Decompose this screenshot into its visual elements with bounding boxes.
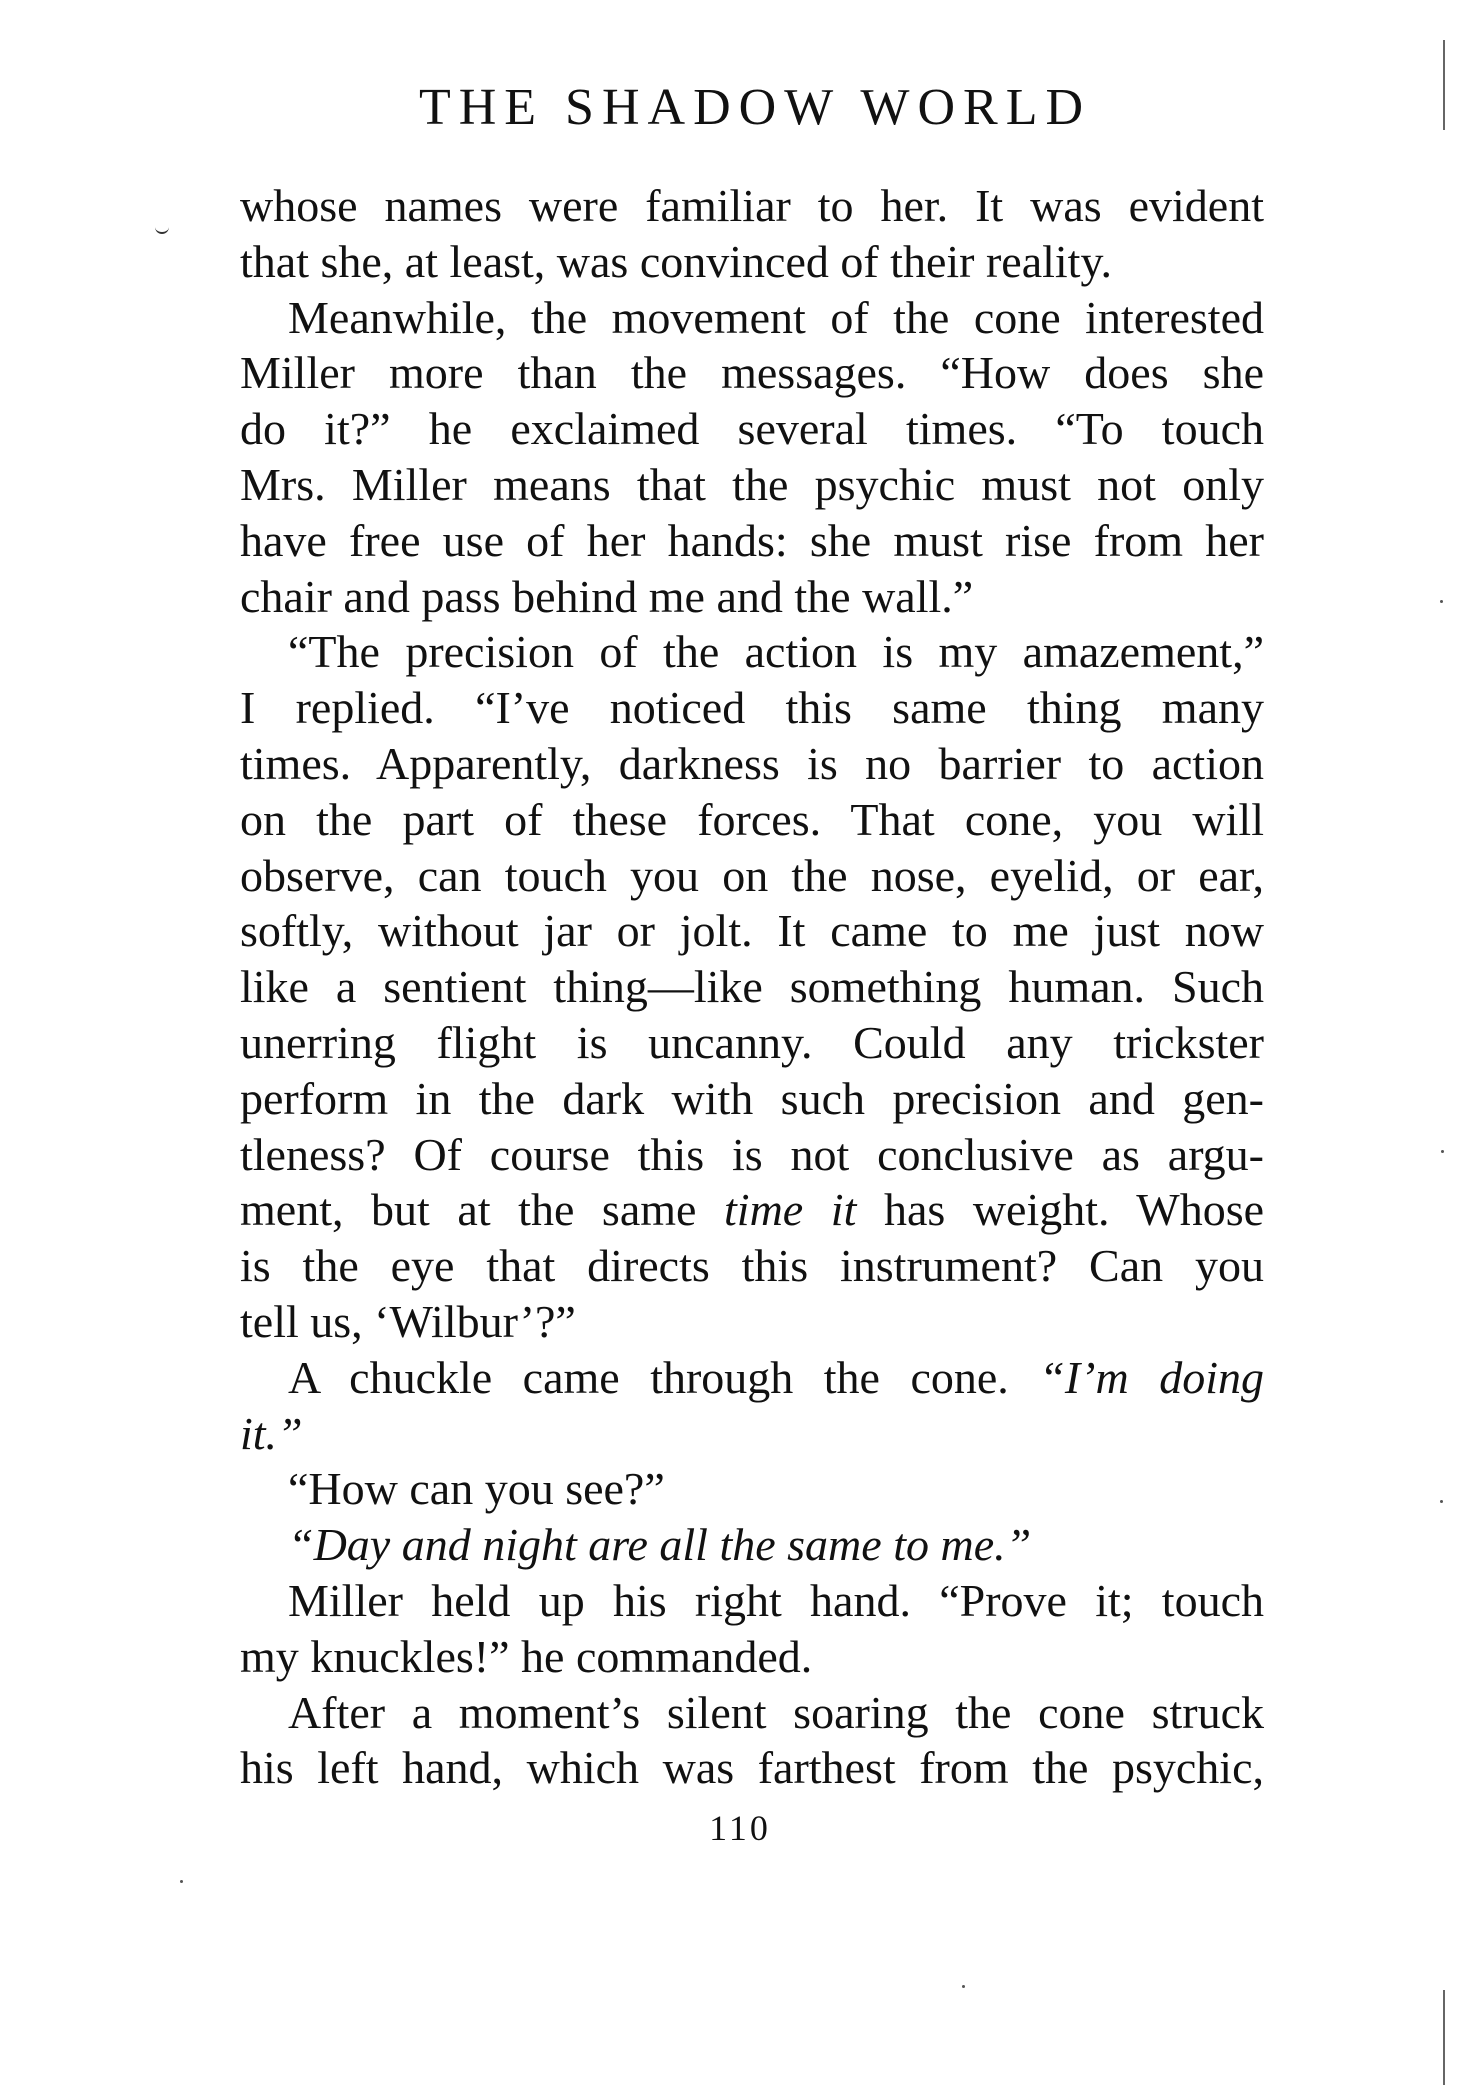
scan-speck <box>180 1880 183 1883</box>
text-line <box>240 903 1264 959</box>
italic-text: time it <box>724 1184 857 1236</box>
running-header: THE SHADOW WORLD <box>418 79 1092 136</box>
text-line <box>240 1015 1264 1071</box>
text-line <box>240 1238 1264 1294</box>
page-edge-shadow-bottom <box>1443 1990 1445 2085</box>
text-line <box>240 959 1264 1015</box>
text-segment: Meanwhile, the movement of the cone interested <box>288 291 1264 343</box>
text-line <box>240 234 1264 290</box>
text-line <box>240 1573 1264 1629</box>
text-line <box>240 513 1264 569</box>
text-segment: Mrs. Miller means that the psychic must not only <box>240 458 1264 510</box>
page-number: 110 <box>709 1808 771 1848</box>
text-segment: tell us, ‘Wilbur’?” <box>240 1295 576 1347</box>
text-line <box>240 680 1264 736</box>
text-line <box>240 1740 1264 1796</box>
scan-speck <box>1440 1500 1443 1503</box>
text-line <box>240 792 1264 848</box>
text-segment: like a sentient thing—like something human. Such <box>240 961 1264 1013</box>
text-line <box>240 457 1264 513</box>
body-text <box>240 178 1264 1796</box>
page-edge-shadow <box>1443 40 1445 130</box>
text-segment: perform in the dark with such precision and gen- <box>240 1072 1264 1124</box>
italic-text: it.” <box>240 1407 303 1459</box>
text-segment: observe, can touch you on the nose, eyelid, or ear, <box>240 849 1264 901</box>
text-segment: whose names were familiar to her. It was evident <box>240 180 1264 231</box>
text-line <box>240 1629 1264 1685</box>
text-segment: is the eye that directs this instrument? Can you <box>240 1240 1264 1292</box>
text-segment: have free use of her hands: she must rise from her <box>240 514 1264 566</box>
text-line <box>240 624 1264 680</box>
text-segment: has weight. Whose <box>856 1184 1265 1236</box>
text-segment: A chuckle came through the cone. <box>288 1351 1040 1403</box>
text-segment: that she, at least, was convinced of their reality. <box>240 235 1112 287</box>
text-segment: “The precision of the action is my amazement,” <box>288 626 1264 678</box>
text-line <box>240 1461 1264 1517</box>
text-segment: softly, without jar or jolt. It came to me just now <box>240 905 1264 957</box>
text-line <box>240 1294 1264 1350</box>
text-segment: on the part of these forces. That cone, you will <box>240 793 1264 845</box>
text-line <box>240 345 1264 401</box>
scan-speck <box>1440 600 1443 603</box>
text-line <box>240 1517 1264 1573</box>
text-line <box>240 1071 1264 1127</box>
text-line <box>240 1350 1264 1406</box>
text-segment: I replied. “I’ve noticed this same thing many <box>240 682 1264 734</box>
text-segment: Miller more than the messages. “How does she <box>240 347 1264 399</box>
italic-text: “Day and night are all the same to me.” <box>288 1519 1032 1571</box>
text-line <box>240 736 1264 792</box>
text-segment: do it?” he exclaimed several times. “To touch <box>240 403 1264 455</box>
text-segment: his left hand, which was farthest from the psychic, <box>240 1742 1264 1794</box>
text-segment: times. Apparently, darkness is no barrier to action <box>240 737 1264 789</box>
text-segment: After a moment’s silent soaring the cone struck <box>288 1686 1264 1738</box>
text-line <box>240 178 1264 234</box>
text-line <box>240 848 1264 904</box>
text-line <box>240 1685 1264 1741</box>
text-line <box>240 1406 1264 1462</box>
text-segment: ment, but at the same <box>240 1184 725 1236</box>
text-segment: unerring flight is uncanny. Could any trickster <box>240 1016 1264 1068</box>
text-segment: “How can you see?” <box>288 1463 665 1515</box>
text-segment: tleness? Of course this is not conclusive as argu- <box>240 1128 1264 1180</box>
scan-speck <box>962 1985 965 1988</box>
text-segment: Miller held up his right hand. “Prove it; touch <box>288 1574 1264 1626</box>
text-segment: chair and pass behind me and the wall.” <box>240 570 974 622</box>
text-segment: my knuckles!” he commanded. <box>240 1630 813 1682</box>
margin-pencil-mark <box>155 226 169 234</box>
text-line <box>240 290 1264 346</box>
scan-speck <box>1441 1150 1444 1153</box>
text-line <box>240 1127 1264 1183</box>
italic-text: “I’m doing <box>1039 1351 1264 1403</box>
text-line <box>240 1182 1264 1238</box>
text-line <box>240 401 1264 457</box>
text-line <box>240 569 1264 625</box>
